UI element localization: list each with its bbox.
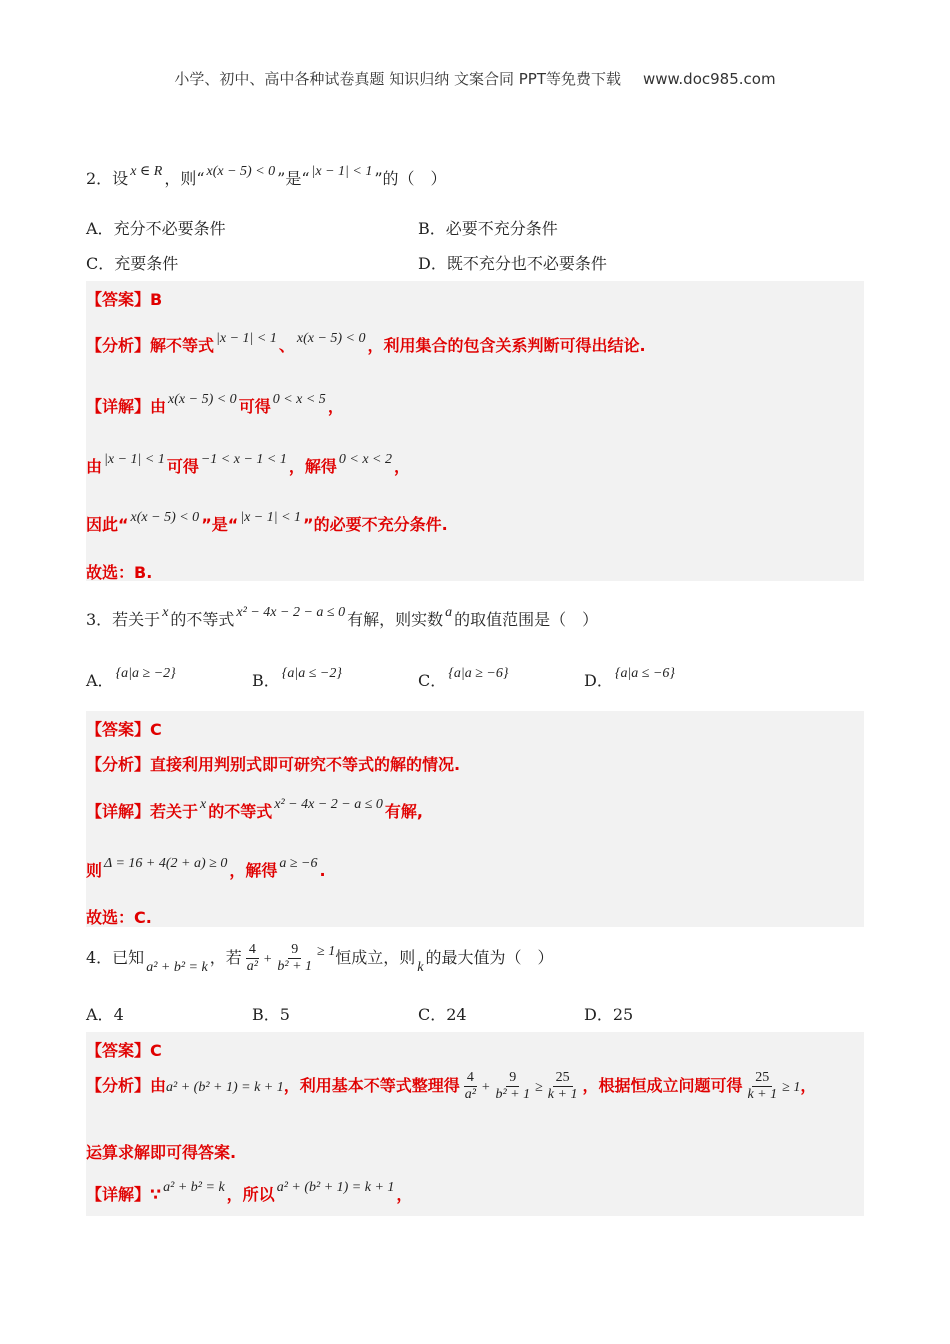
question-2-stem: 2．设 x ∈ R ，则“ x(x − 5) < 0 ”是“ |x − 1| < 1 ”的（ ） bbox=[86, 164, 447, 188]
q2-analysis: 【分析】解不等式 |x − 1| < 1 、 x(x − 5) < 0 ，利用集合的包含关系判断可得出结论. bbox=[86, 331, 646, 355]
q4-answer: 【答案】C bbox=[86, 1041, 162, 1060]
q2-option-c[interactable]: C．充要条件 bbox=[86, 254, 179, 273]
fraction: $\frac{9}{\text{b² + 1}}$ bbox=[495, 1070, 531, 1102]
q3-option-b[interactable]: B． {a|a ≤ −2} bbox=[252, 666, 342, 690]
q4-solution-box bbox=[86, 1032, 864, 1216]
fraction: $\frac{9}{\text{b² + 1}}$ bbox=[277, 942, 313, 974]
page-header bbox=[0, 68, 950, 89]
q3-detail-1: 【详解】若关于 x 的不等式 x² − 4x − 2 − a ≤ 0 有解, bbox=[86, 797, 424, 821]
q4-analysis-2: 运算求解即可得答案. bbox=[86, 1143, 237, 1162]
math: |x − 1| < 1 bbox=[311, 164, 373, 179]
q2-option-b[interactable]: B．必要不充分条件 bbox=[418, 219, 558, 238]
q3-solution-box bbox=[86, 711, 864, 927]
q2-solution-box bbox=[86, 281, 864, 581]
question-4-stem: 4．已知a² + b² = k，若 $\frac{4}{\text{a²}}$ + $\frac{9}{\text{b² + 1}}$ ≥ 1恒成立，则k的最大值为（ ） bbox=[86, 942, 554, 975]
q3-analysis: 【分析】直接利用判别式即可研究不等式的解的情况. bbox=[86, 755, 461, 774]
fraction: $\frac{4}{\text{a²}}$ bbox=[464, 1070, 476, 1102]
q4-option-c[interactable]: C．24 bbox=[418, 1005, 467, 1024]
header-text: 小学、初中、高中各种试卷真题 知识归纳 文案合同 PPT等免费下载 bbox=[174, 70, 621, 88]
q3-answer: 【答案】C bbox=[86, 720, 162, 739]
q3-choose: 故选：C. bbox=[86, 908, 152, 927]
math: x ∈ R bbox=[130, 164, 163, 179]
header-url[interactable]: www.doc985.com bbox=[642, 70, 776, 88]
fraction: $\frac{25}{k + 1}$ bbox=[547, 1070, 578, 1102]
q4-option-b[interactable]: B．5 bbox=[252, 1005, 290, 1024]
math: x(x − 5) < 0 bbox=[206, 164, 276, 179]
q3-option-c[interactable]: C． {a|a ≥ −6} bbox=[418, 666, 509, 690]
q3-option-a[interactable]: A． {a|a ≥ −2} bbox=[86, 666, 176, 690]
q2-answer: 【答案】B bbox=[86, 290, 163, 309]
q2-detail-1: 【详解】由 x(x − 5) < 0 可得 0 < x < 5 ， bbox=[86, 392, 344, 416]
q2-detail-3: 因此“ x(x − 5) < 0 ”是“ |x − 1| < 1 ”的必要不充分条件. bbox=[86, 510, 448, 534]
q4-option-a[interactable]: A．4 bbox=[86, 1005, 124, 1024]
fraction: $\frac{25}{k + 1}$ bbox=[747, 1070, 778, 1102]
q4-option-d[interactable]: D．25 bbox=[584, 1005, 634, 1024]
q4-detail-1: 【详解】∵ a² + b² = k ，所以 a² + (b² + 1) = k + 1 ， bbox=[86, 1180, 413, 1204]
q2-choose: 故选：B. bbox=[86, 563, 153, 582]
q4-analysis: 【分析】由a² + (b² + 1) = k + 1，利用基本不等式整理得 $\frac{4}{\text{a²}}$ + $\frac{9}{\text{b² + 1}}$ ≥ $\frac{25}{k + 1}$ ，根据恒成立问题可得 $\frac{25}{k + 1}$ ≥ 1， bbox=[86, 1070, 817, 1102]
question-3-stem: 3．若关于 x 的不等式 x² − 4x − 2 − a ≤ 0 有解，则实数 a 的取值范围是（ ） bbox=[86, 605, 599, 629]
q2-option-a[interactable]: A．充分不必要条件 bbox=[86, 219, 226, 238]
fraction: $\frac{4}{\text{a²}}$ bbox=[246, 942, 258, 974]
q3-option-d[interactable]: D． {a|a ≤ −6} bbox=[584, 666, 676, 690]
q3-detail-2: 则 Δ = 16 + 4(2 + a) ≥ 0 ，解得 a ≥ −6 . bbox=[86, 856, 326, 880]
q2-detail-2: 由 |x − 1| < 1 可得 −1 < x − 1 < 1 ，解得 0 < x < 2 ， bbox=[86, 452, 410, 476]
q2-option-d[interactable]: D．既不充分也不必要条件 bbox=[418, 254, 607, 273]
